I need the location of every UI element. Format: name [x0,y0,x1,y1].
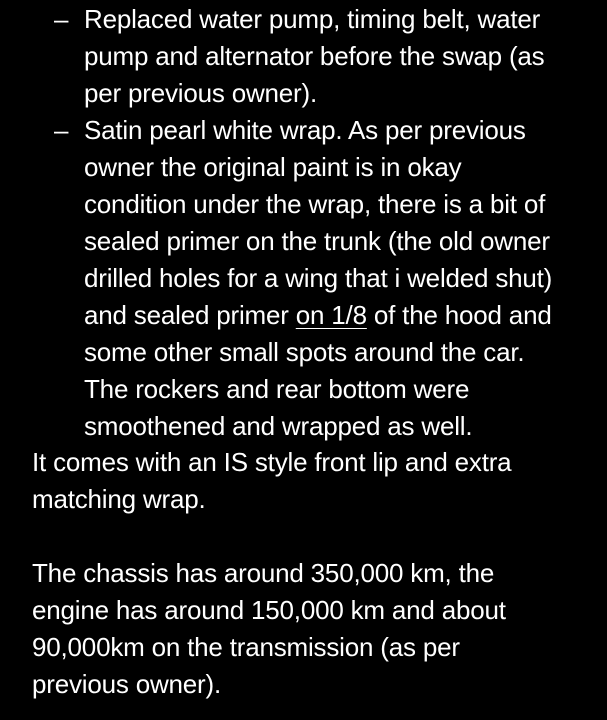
text-line: owner the original paint is in okay [84,152,462,182]
text-line: sealed primer on the trunk (the old owner [84,226,550,256]
bullet-dash: – [54,4,69,34]
text-line: matching wrap. [32,484,206,514]
text-line: pump and alternator before the swap (as [84,41,545,71]
text-line: per previous owner). [84,78,317,108]
text-line-with-link [84,297,587,334]
text-fragment: and sealed primer [84,300,296,330]
paragraph-front-lip [0,444,607,518]
text-line: The chassis has around 350,000 km, the [32,558,495,588]
text-line: Replaced water pump, timing belt, water [84,4,541,34]
text-line: previous owner). [32,669,221,699]
fraction-link[interactable]: on 1/8 [295,300,367,330]
text-line: some other small spots around the car. [84,337,525,367]
text-line: It comes with an IS style front lip and extra [32,447,512,477]
text-line: engine has around 150,000 km and about [32,595,506,625]
text-line: drilled holes for a wing that i welded shut) [84,263,553,293]
bullet-dash: – [54,115,69,145]
paragraph-mileage [0,555,607,703]
bullet-list [0,1,607,445]
text-line: condition under the wrap, there is a bit of [84,189,546,219]
text-fragment: of the hood and [366,300,552,330]
bullet-item-maintenance [0,1,607,112]
text-line: The rockers and rear bottom were [84,374,470,404]
bullet-item-wrap [0,112,607,445]
text-line: 90,000km on the transmission (as per [32,632,460,662]
paragraph-gap [0,518,607,555]
text-line: Satin pearl white wrap. As per previous [84,115,526,145]
text-line: smoothened and wrapped as well. [84,411,473,441]
